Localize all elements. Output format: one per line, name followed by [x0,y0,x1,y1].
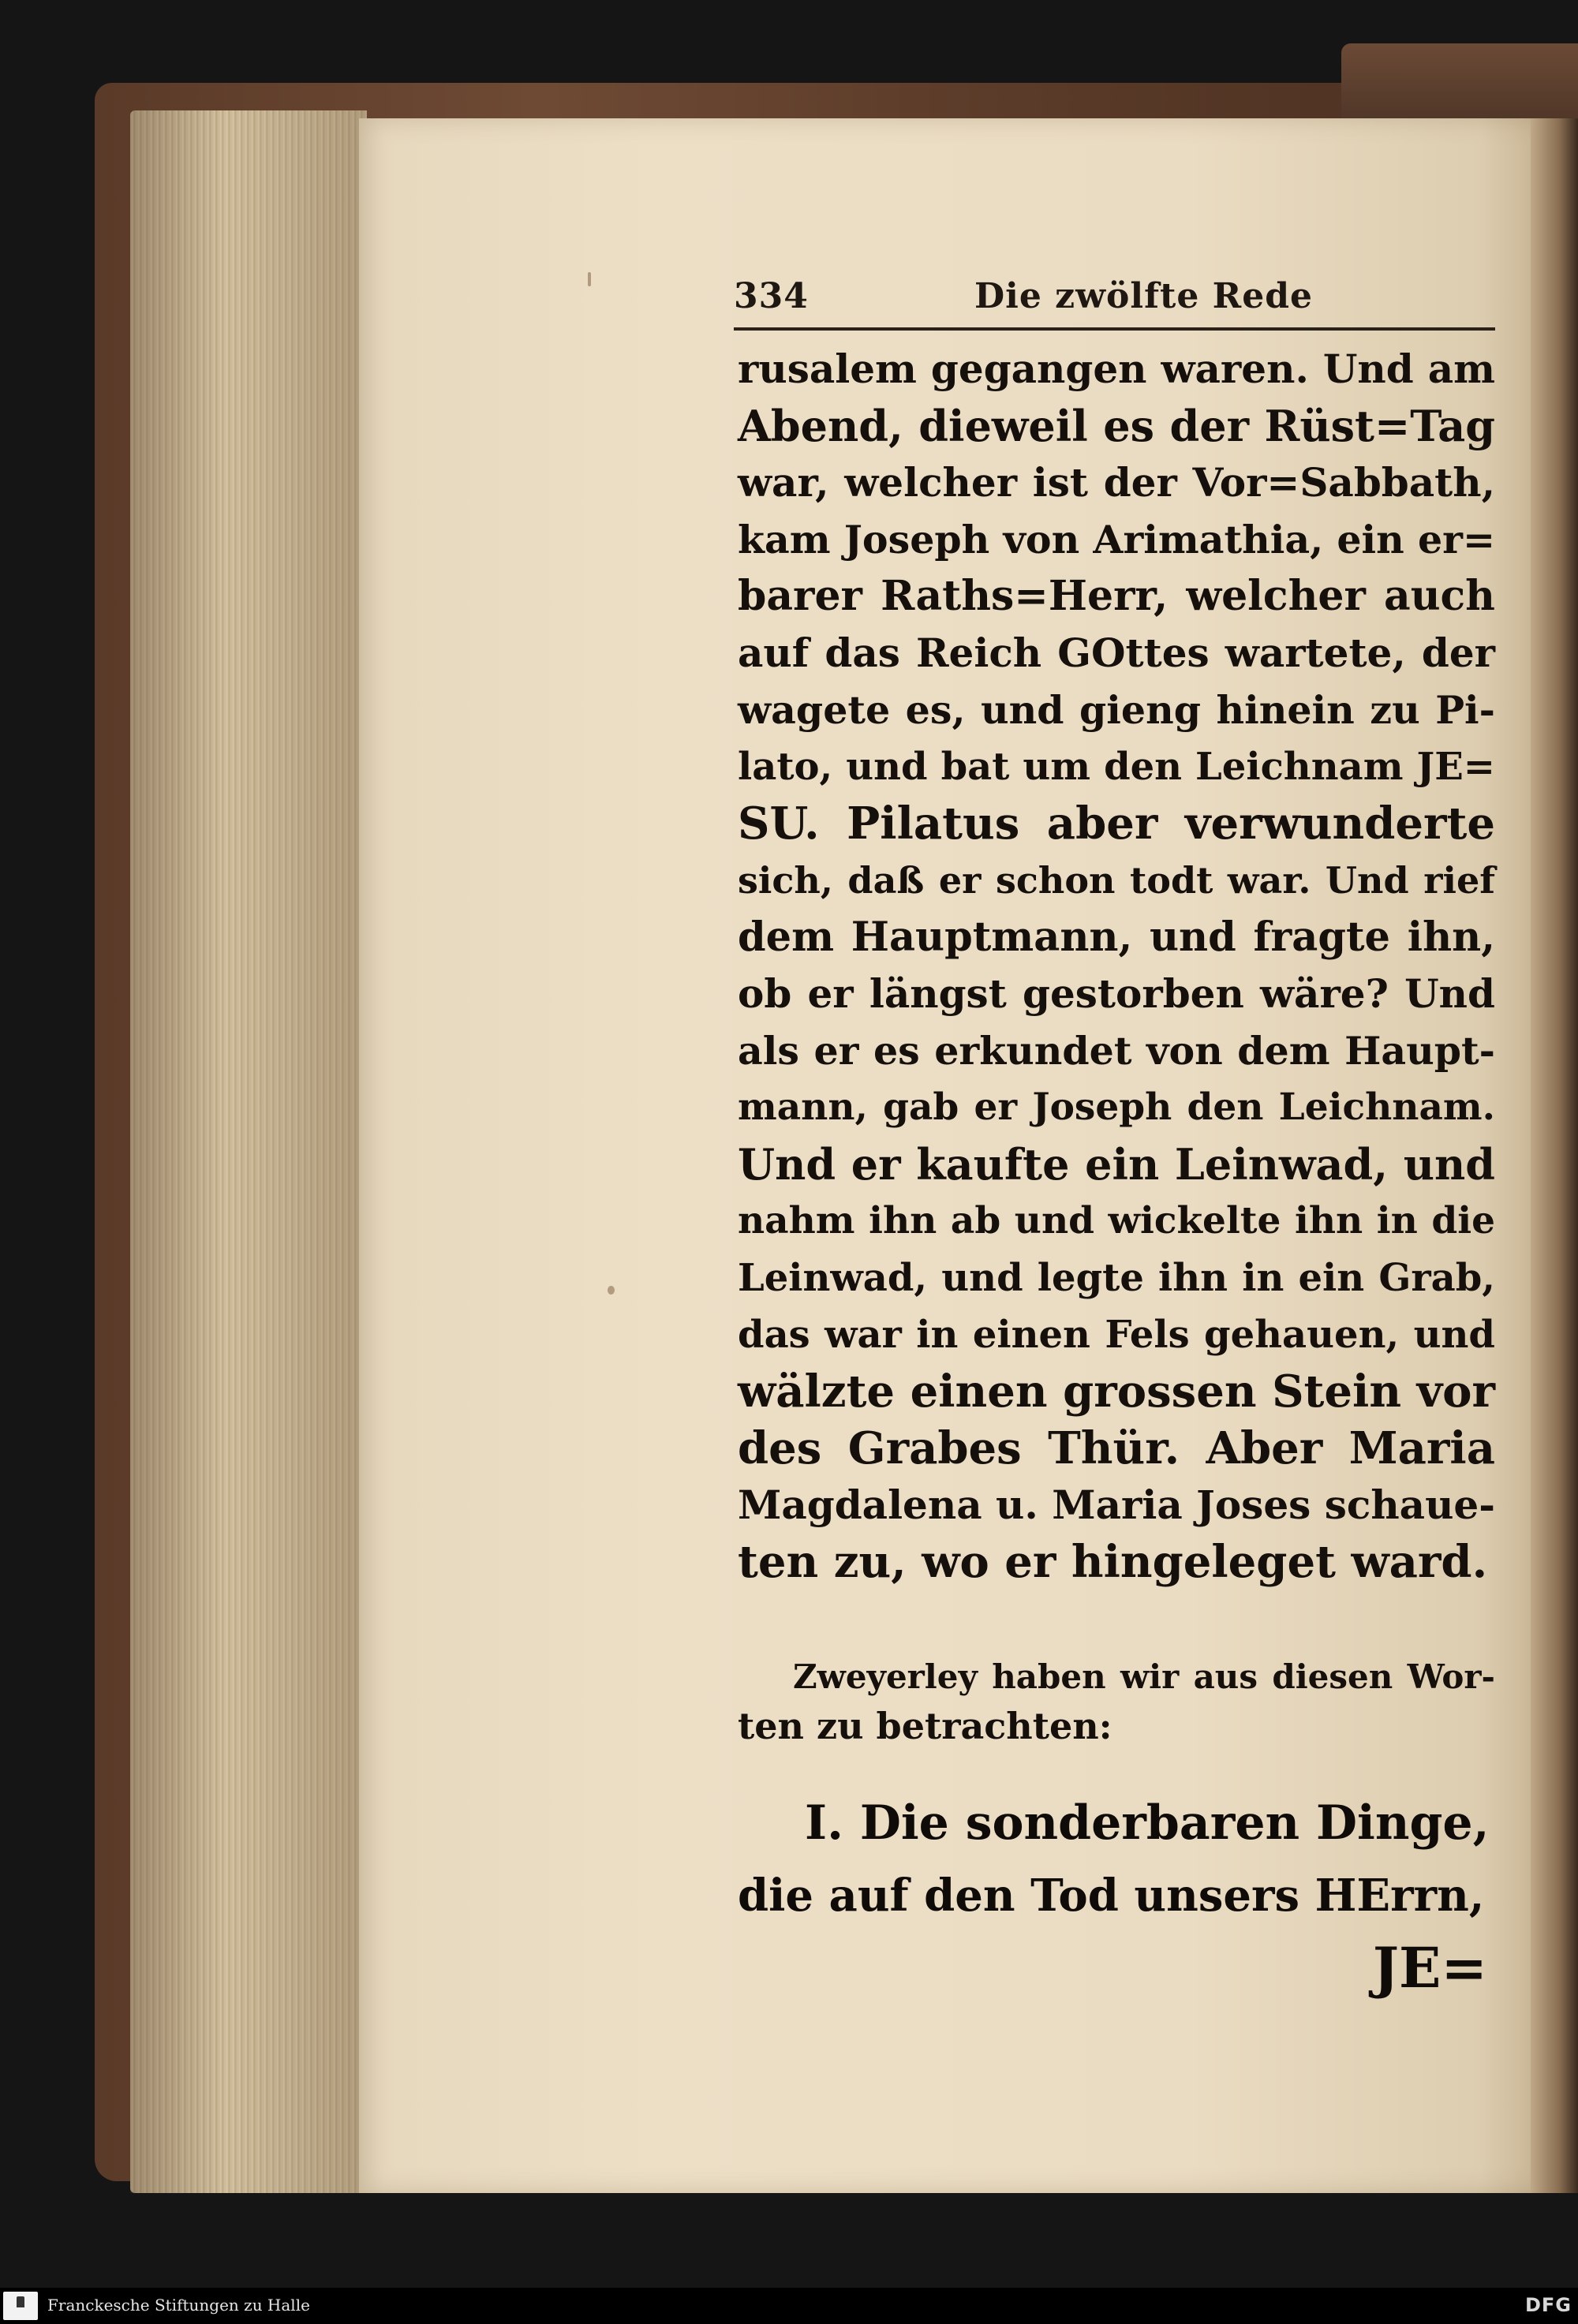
page-edges-shade [130,110,367,2193]
text-line: sich, daß er schon todt war. Und rief [738,859,1495,902]
text-line: wälzte einen grossen Stein vor [738,1366,1495,1418]
intro-line: Zweyerley haben wir aus diesen Wor- [793,1657,1495,1696]
heading-line: die auf den Tod unsers HErrn, [738,1870,1485,1922]
text-line: kam Joseph von Arimathia, ein er= [738,517,1495,562]
text-line: barer Raths=Herr, welcher auch [738,572,1495,620]
text-line: Leinwad, und legte ihn in ein Grab, [738,1256,1495,1300]
text-line: Und er kaufte ein Leinwad, und [738,1139,1495,1190]
section-heading [738,1787,1495,2005]
text-line: rusalem gegangen waren. Und am [738,346,1495,392]
heading-line: JE= [1372,1935,1487,2001]
text-line: auf das Reich GOttes wartete, der [738,630,1495,676]
text-line: dem Hauptmann, und fragte ihn, [738,914,1495,961]
intro-paragraph [738,1653,1495,1750]
text-line: des Grabes Thür. Aber Maria [738,1422,1495,1474]
body-text [738,341,1495,1590]
text-line: Magdalena u. Maria Joses schaue- [738,1481,1495,1528]
text-line: ten zu, wo er hingeleget ward. [738,1536,1488,1588]
text-line: wagete es, und gieng hinein zu Pi- [738,687,1495,733]
institution-logo-icon [3,2292,38,2320]
text-line: das war in einen Fels gehauen, und [738,1313,1495,1357]
intro-line: ten zu betrachten: [738,1705,1112,1747]
page-gutter [1531,118,1578,2193]
logo-mark [17,2296,24,2307]
page-header [734,276,1495,331]
text-line: ob er längst gestorben wäre? Und [738,970,1495,1017]
text-line: nahm ihn ab und wickelte ihn in die [738,1199,1495,1242]
text-line: war, welcher ist der Vor=Sabbath, [738,459,1495,506]
page-speck [588,272,591,286]
text-line: mann, gab er Joseph den Leichnam. [738,1085,1495,1129]
heading-line: I. Die sonderbaren Dinge, [805,1795,1490,1851]
text-line: Abend, dieweil es der Rüst=Tag [738,401,1495,451]
header-rule [734,327,1495,331]
page-speck [608,1286,615,1295]
institution-name: Franckesche Stiftungen zu Halle [47,2296,310,2315]
page-number: 334 [734,276,809,316]
text-line: lato, und bat um den Leichnam JE= [738,745,1495,789]
text-line: SU. Pilatus aber verwunderte [738,798,1495,850]
running-head: Die zwölfte Rede [974,276,1313,316]
footer-bar [0,2288,1578,2324]
dfg-badge: DFG [1524,2294,1572,2316]
text-line: als er es erkundet von dem Haupt- [738,1028,1495,1074]
